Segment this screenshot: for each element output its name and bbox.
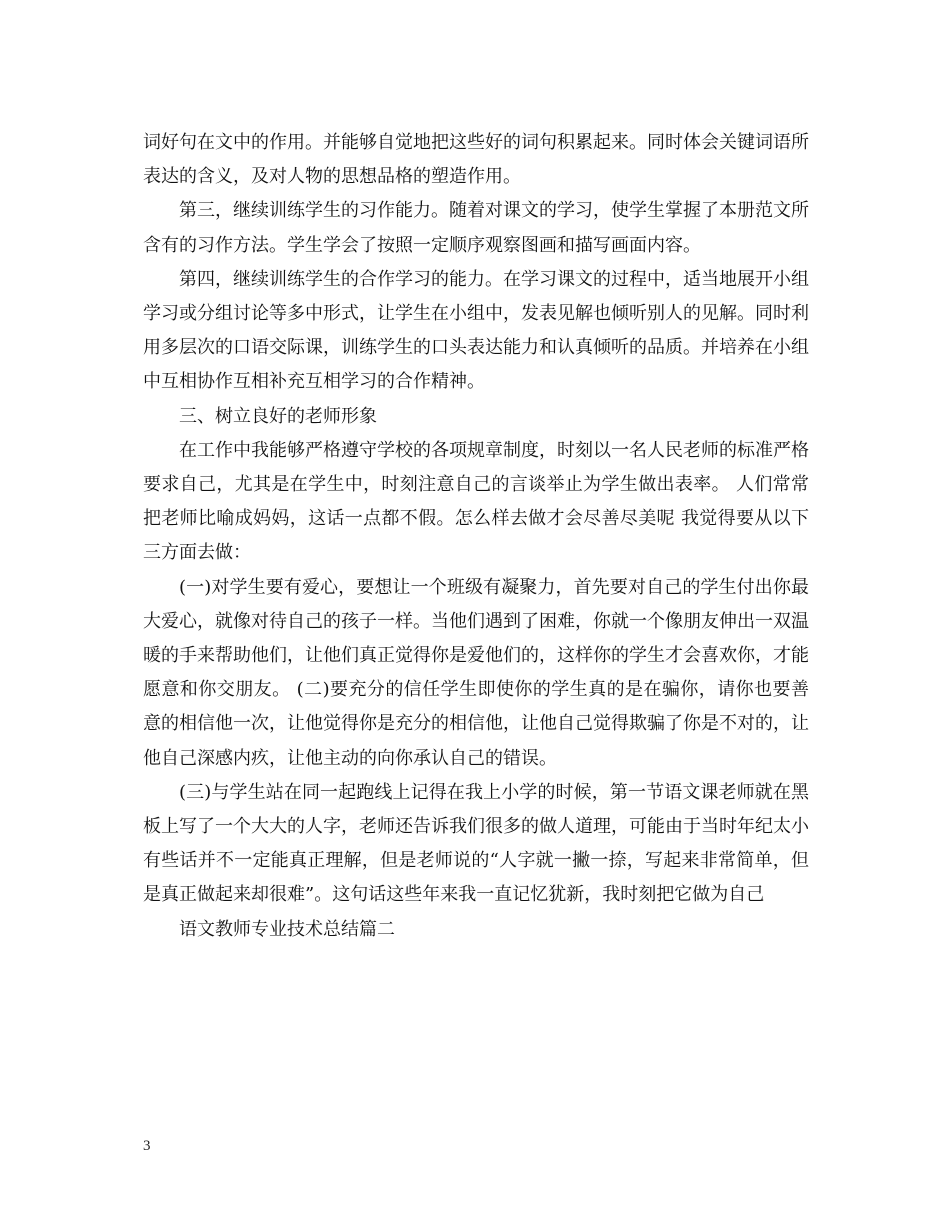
section-heading: 三、树立良好的老师形象 (179, 405, 377, 427)
paragraph-6: (三)与学生站在同一起跑线上记得在我上小学的时候，第一节语文课老师就在黑板上写了一个大大的人字，老师还告诉我们很多的做人道理，可能由于当时年纪太小有些话并不一定能真正理解，但是老师说的“人字就一撇一捺，写起来非常简单，但是真正做起来却很难”。这句话这些年来我一直记忆犹新，我时刻把它做为自己 (143, 781, 809, 906)
paragraph-4: 在工作中我能够严格遵守学校的各项规章制度，时刻以一名人民老师的标准严格要求自己，尤其是在学生中，时刻注意自己的言谈举止为学生做出表率。 人们常常把老师比喻成妈妈，这话一点都不假。怎么样去做才会尽善尽美呢 我觉得要从以下三方面去做： (143, 439, 809, 564)
paragraph-2: 第三，继续训练学生的习作能力。随着对课文的学习，使学生掌握了本册范文所含有的习作方法。学生学会了按照一定顺序观察图画和描写画面内容。 (143, 200, 809, 256)
next-section-title: 语文教师专业技术总结篇二 (179, 918, 395, 940)
paragraph-1: 词好句在文中的作用。并能够自觉地把这些好的词句积累起来。同时体会关键词语所表达的含义，及对人物的思想品格的塑造作用。 (143, 132, 809, 188)
document-body (143, 126, 809, 947)
paragraph-3: 第四，继续训练学生的合作学习的能力。在学习课文的过程中，适当地展开小组学习或分组讨论等多中形式，让学生在小组中，发表见解也倾听别人的见解。同时利用多层次的口语交际课，训练学生的口头表达能力和认真倾听的品质。并培养在小组中互相协作互相补充互相学习的合作精神。 (143, 268, 809, 393)
page-number: 3 (143, 1138, 151, 1154)
paragraph-5: (一)对学生要有爱心，要想让一个班级有凝聚力，首先要对自己的学生付出你最大爱心，就像对待自己的孩子一样。当他们遇到了困难，你就一个像朋友伸出一双温暖的手来帮助他们，让他们真正觉得你是爱他们的，这样你的学生才会喜欢你，才能愿意和你交朋友。 (二)要充分的信任学生即使你的学生真的是在骗你，请你也要善意的相信他一次，让他觉得你是充分的相信他，让他自己觉得欺骗了你是不对的，让他自己深感内疚，让他主动的向你承认自己的错误。 (143, 576, 809, 769)
